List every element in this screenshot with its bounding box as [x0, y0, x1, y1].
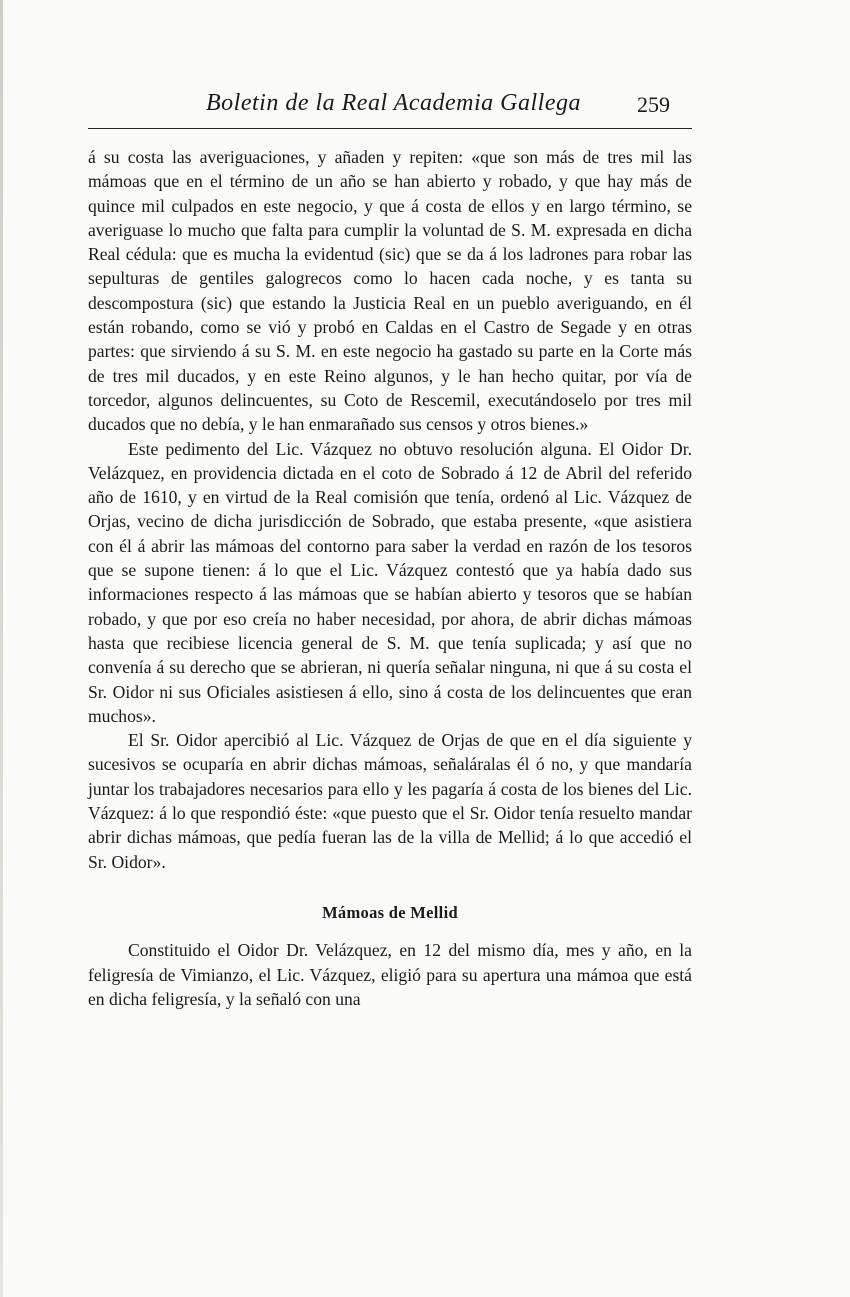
paragraph: Constituido el Oidor Dr. Velázquez, en 12 del mismo día, mes y año, en la feligresía de Vimianzo, el Lic. Vázquez, eligió para su apertura una mámoa que está en dicha feligresía, y la señaló con una — [88, 940, 692, 1009]
paragraph: Este pedimento del Lic. Vázquez no obtuvo resolución alguna. El Oidor Dr. Velázquez, en providencia dictada en el coto de Sobrado á 12 de Abril del referido año de 1610, y en virtud de la Real comisión que tenía, ordenó al Lic. Vázquez de Orjas, vecino de dicha jurisdicción de Sobrado, que estaba presente, «que asistiera con él á abrir las mámoas del contorno para saber la verdad en razón de los tesoros que se supone tienen: á lo que el Lic. Vázquez contestó que ya había dado sus informaciones respecto á las mámoas que se habían abierto y tesoros que se habían robado, y que por eso creía no haber necesidad, por ahora, de abrir dichas mámoas hasta que recibiese licencia general de S. M. que tenía suplicada; y así que no convenía á su derecho que se abrieran, ni quería señalar ninguna, ni que á su costa el Sr. Oidor ni sus Oficiales asistiesen á ello, sino á costa de los delincuentes que eran muchos». — [88, 438, 692, 726]
page-header — [88, 88, 692, 129]
page-number: 259 — [637, 92, 670, 117]
paragraph: El Sr. Oidor apercibió al Lic. Vázquez de Orjas de que en el día siguiente y sucesivos se ocuparía en abrir dichas mámoas, señaláralas él ó no, y que mandaría juntar los trabajadores necesarios para ello y les pagaría á costa de los bienes del Lic. Vázquez: á lo que respondió éste: «que puesto que el Sr. Oidor tenía resuelto mandar abrir dichas mámoas, que pedía fueran las de la villa de Mellid; á lo que accedió el Sr. Oidor». — [88, 730, 692, 872]
page-edge — [0, 0, 3, 1297]
section-title: Mámoas de Mellid — [322, 902, 458, 922]
running-title: Boletin de la Real Academia Gallega — [206, 90, 581, 116]
paragraph: á su costa las averiguaciones, y añaden y repiten: «que son más de tres mil las mámoas que en el término de un año se han abierto y robado, y que hay más de quince mil culpados en este negocio, y que á costa de ellos y en largo término, se averiguase lo mucho que falta para cumplir la voluntad de S. M. expresada en dicha Real cédula: que es mucha la evidentud (sic) que se da á los ladrones para robar las sepulturas de gentiles galogrecos como lo hacen cada noche, y es tanta su descompostura (sic) que estando la Justicia Real en un pueblo averiguando, en él están robando, como se vió y probó en Caldas en el Castro de Segade y en otras partes: que sirviendo á su S. M. en este negocio ha gastado su parte en la Corte más de tres mil ducados, y en este Reino algunos, y le han hecho quitar, por vía de torcedor, algunos delincuentes, su Coto de Rescemil, executándoselo por tres mil ducados que no debía, y le han enmarañado sus censos y otros bienes.» — [88, 147, 692, 435]
body-text — [88, 145, 692, 1011]
